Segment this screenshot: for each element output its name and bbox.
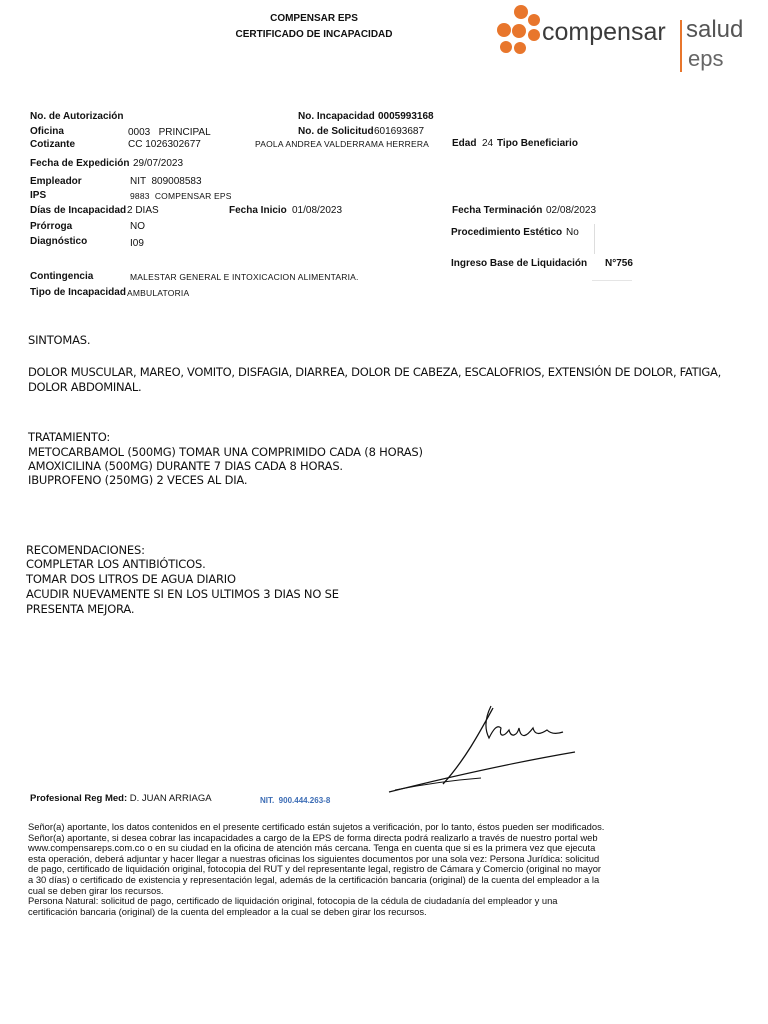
recomendacion-line: ACUDIR NUEVAMENTE SI EN LOS ULTIMOS 3 DIAS NO SE	[26, 587, 339, 601]
header-title: COMPENSAR EPS	[270, 13, 358, 24]
footer-paragraph-juridica: Señor(a) aportante, los datos contenidos en el presente certificado están sujetos a verificación, por lo tanto, éstos pueden ser modificados. Señor(a) aportante, si desea cobrar las incapacidades a cargo de la EPS de forma directa podrá realizarlo a través de nuestro portal web www.compensareps.com.co o en su ciudad en la oficina de atención más cercana. Tenga en cuenta que si es la primera vez que ejecuta esta operación, deberá adjuntar y hacer llegar a nuestras oficinas los siguientes documentos por una sola vez: Persona Jurídica: solicitud de pago, certificado de liquidación original, fotocopia del RUT y del representante legal, registro de Cámara y Comercio (original no mayor a 30 días) o certificado de existencia y representación legal, además de la certificación bancaria (original) de la cuenta del empleador a la cual se deben girar los recursos.	[28, 821, 605, 896]
solicitud-value: 601693687	[374, 126, 425, 137]
edad-label: Edad	[452, 138, 477, 149]
tratamiento-line: AMOXICILINA (500MG) DURANTE 7 DIAS CADA 8 HORAS.	[28, 459, 343, 473]
fecha-terminacion-label: Fecha Terminación	[452, 205, 543, 216]
tipo-incapacidad-label: Tipo de Incapacidad	[30, 287, 126, 298]
oficina-label: Oficina	[30, 126, 64, 137]
footer-disclaimer	[28, 822, 608, 917]
procedimiento-label: Procedimiento Estético	[451, 227, 563, 238]
sintomas-title: SINTOMAS.	[28, 333, 91, 347]
recomendaciones-title: RECOMENDACIONES:	[26, 543, 145, 557]
ips-label: IPS	[30, 190, 47, 201]
prorroga-value: NO	[130, 221, 145, 232]
header-subtitle: CERTIFICADO DE INCAPACIDAD	[235, 29, 393, 40]
sintomas-text: DOLOR MUSCULAR, MAREO, VOMITO, DISFAGIA, DIARREA, DOLOR DE CABEZA, ESCALOFRIOS, EXTENSIÓN DE DOLOR, FATIGA, DOLOR ABDOMINAL.	[28, 365, 721, 394]
compensar-logo	[492, 4, 762, 74]
oficina-value: 0003 PRINCIPAL	[128, 127, 211, 138]
incapacidad-label: No. Incapacidad	[298, 111, 375, 122]
fecha-expedicion-label: Fecha de Expedición	[30, 158, 130, 169]
cotizante-value: CC 1026302677	[128, 139, 201, 150]
signature-graphic	[385, 700, 585, 800]
fecha-expedicion-value: 29/07/2023	[133, 158, 184, 169]
ingreso-underline	[592, 280, 632, 281]
recomendacion-line: TOMAR DOS LITROS DE AGUA DIARIO	[26, 572, 236, 586]
logo-divider	[680, 20, 682, 72]
tratamiento-title: TRATAMIENTO:	[28, 430, 111, 444]
compensar-dots-logo-icon	[492, 4, 542, 60]
diagnostico-label: Diagnóstico	[30, 236, 88, 247]
ingreso-label: Ingreso Base de Liquidación	[451, 258, 588, 269]
solicitud-label: No. de Solicitud	[298, 126, 374, 137]
procedimiento-value: No	[566, 227, 579, 238]
empleador-label: Empleador	[30, 176, 82, 187]
prorroga-label: Prórroga	[30, 221, 73, 232]
cotizante-label: Cotizante	[30, 139, 75, 150]
tratamiento-line: METOCARBAMOL (500MG) TOMAR UNA COMPRIMIDO CADA (8 HORAS)	[28, 445, 423, 459]
ips-value: 9883 COMPENSAR EPS	[130, 191, 232, 201]
tipo-incapacidad-value: AMBULATORIA	[127, 288, 190, 298]
recomendacion-line: PRESENTA MEJORA.	[26, 602, 135, 616]
profesional-value: D. JUAN ARRIAGA	[129, 793, 212, 804]
dias-label: Días de Incapacidad	[30, 205, 127, 216]
incapacidad-value: 0005993168	[378, 111, 434, 122]
diagnostico-value: I09	[130, 238, 144, 249]
tipo-beneficiario-label: Tipo Beneficiario	[497, 138, 578, 149]
fecha-terminacion-value: 02/08/2023	[546, 205, 597, 216]
profesional-label: Profesional Reg Med:	[30, 793, 128, 804]
logo-eps: eps	[688, 46, 724, 71]
fecha-inicio-label: Fecha Inicio	[229, 205, 287, 216]
logo-wordmark: compensar	[542, 18, 666, 46]
nombre-value: PAOLA ANDREA VALDERRAMA HERRERA	[255, 139, 430, 149]
autorizacion-label: No. de Autorización	[30, 111, 124, 122]
contingencia-label: Contingencia	[30, 271, 94, 282]
edad-value: 24	[482, 138, 494, 149]
ingreso-value: N°756	[605, 258, 633, 269]
logo-salud: salud	[686, 16, 744, 43]
profesional-row	[30, 793, 212, 804]
recomendacion-line: COMPLETAR LOS ANTIBIÓTICOS.	[26, 557, 206, 571]
nit-label: NIT. 900.444.263-8	[260, 796, 331, 805]
procedimiento-divider	[594, 224, 595, 254]
tratamiento-line: IBUPROFENO (250MG) 2 VECES AL DIA.	[28, 473, 248, 487]
contingencia-value: MALESTAR GENERAL E INTOXICACION ALIMENTARIA.	[130, 272, 359, 282]
dias-value: 2 DIAS	[127, 205, 159, 216]
fecha-inicio-value: 01/08/2023	[292, 205, 343, 216]
footer-paragraph-natural: Persona Natural: solicitud de pago, certificado de liquidación original, fotocopia de la cédula de ciudadanía del empleador y una certificación bancaria (original) de la cuenta del empleador a la cual se deben girar los recursos.	[28, 895, 558, 917]
empleador-value: NIT 809008583	[130, 176, 202, 187]
